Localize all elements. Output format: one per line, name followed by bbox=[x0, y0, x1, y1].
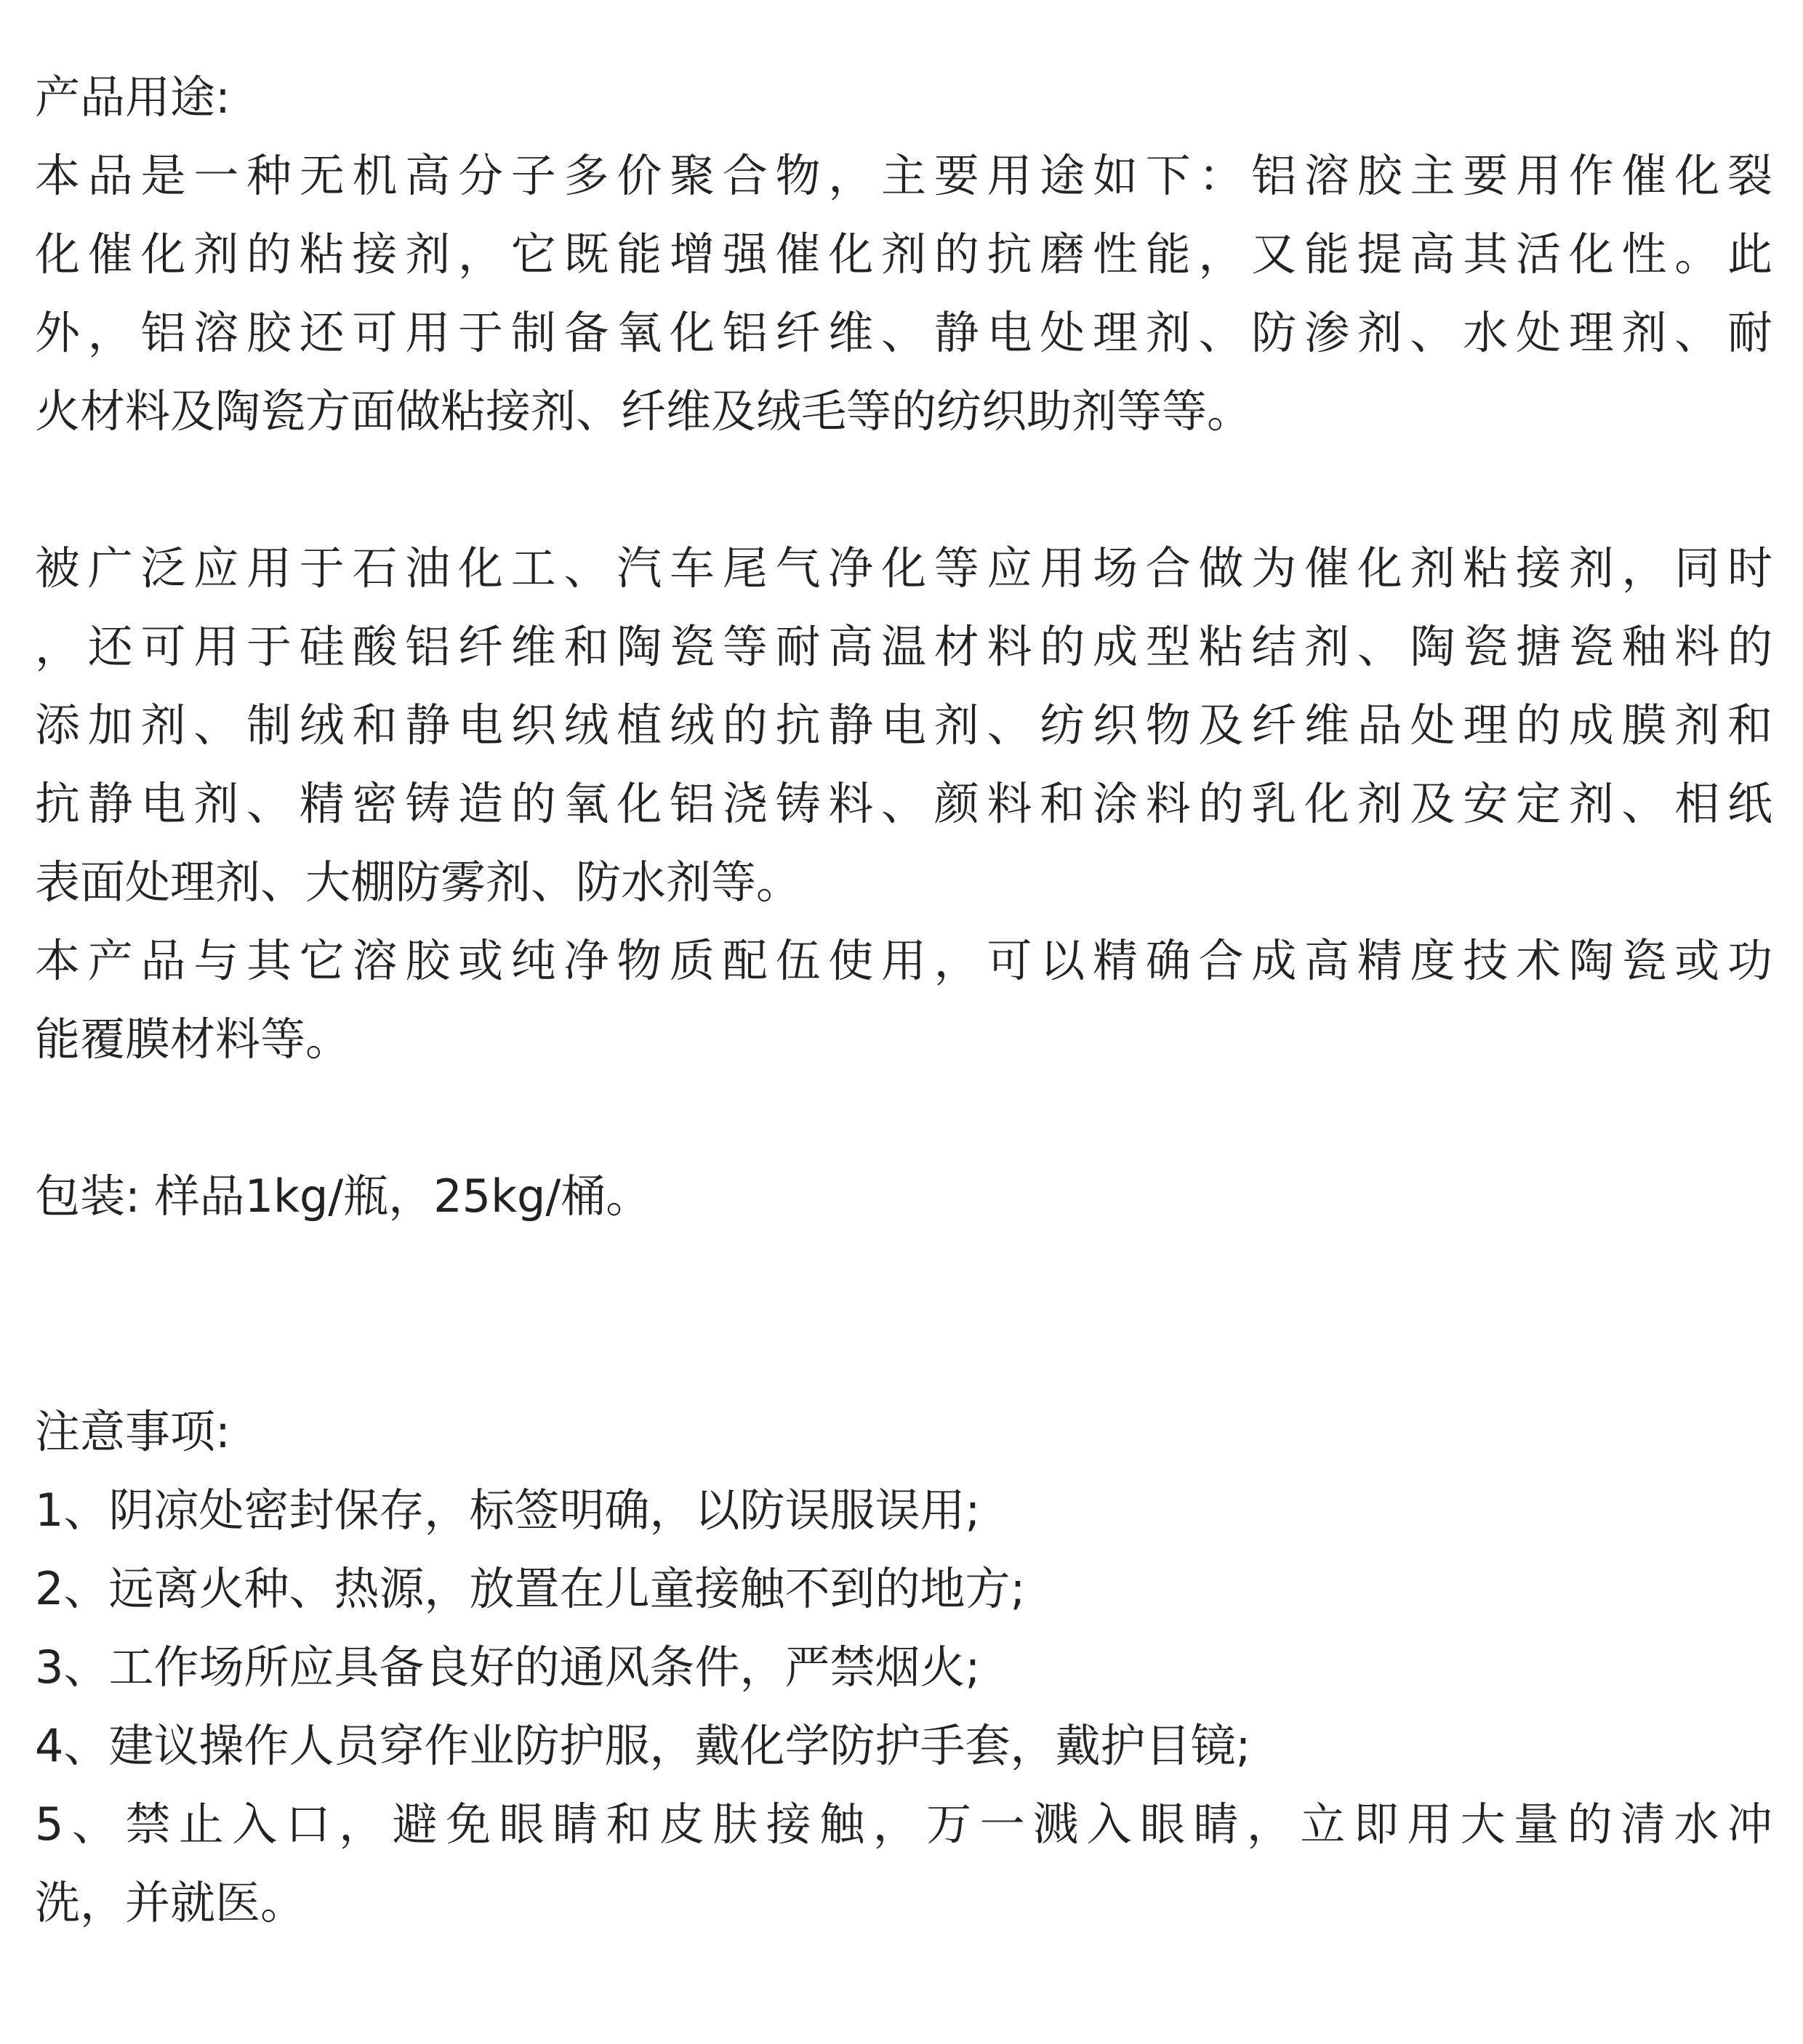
usage-para2-line: 表面处理剂、大棚防雾剂、防水剂等。 bbox=[35, 856, 802, 909]
usage-para1-line: 化催化剂的粘接剂，它既能增强催化剂的抗磨性能，又能提高其活化性。此 bbox=[35, 228, 1772, 281]
usage-para3-line: 本产品与其它溶胶或纯净物质配伍使用，可以精确合成高精度技术陶瓷或功 bbox=[35, 934, 1772, 987]
paragraph-gap bbox=[35, 451, 1772, 529]
precaution-item: 4、建议操作人员穿作业防护服，戴化学防护手套，戴护目镜; bbox=[35, 1719, 1251, 1772]
usage-para3-line: 能覆膜材料等。 bbox=[35, 1013, 351, 1066]
usage-para2-line: 添加剂、制绒和静电织绒植绒的抗静电剂、纺织物及纤维品处理的成膜剂和 bbox=[35, 699, 1772, 752]
packaging-text: 包装: 样品1kg/瓶，25kg/桶。 bbox=[35, 1170, 651, 1223]
paragraph-gap bbox=[35, 1079, 1772, 1157]
precaution-item: 洗，并就医。 bbox=[35, 1876, 306, 1929]
usage-para1-line: 本品是一种无机高分子多价聚合物，主要用途如下：铝溶胶主要用作催化裂 bbox=[35, 149, 1772, 202]
document-body bbox=[35, 58, 1772, 1942]
usage-para1-line: 外，铝溶胶还可用于制备氧化铝纤维、静电处理剂、防渗剂、水处理剂、耐 bbox=[35, 306, 1772, 359]
precaution-item: 3、工作场所应具备良好的通风条件，严禁烟火; bbox=[35, 1641, 981, 1694]
precaution-item: 1、阴凉处密封保存，标签明确，以防误服误用; bbox=[35, 1484, 981, 1537]
usage-para1-line: 火材料及陶瓷方面做粘接剂、纤维及绒毛等的纺织助剂等等。 bbox=[35, 385, 1253, 438]
precautions-title: 注意事项: bbox=[35, 1405, 230, 1458]
precaution-item: 5、禁止入口，避免眼睛和皮肤接触，万一溅入眼睛，立即用大量的清水冲 bbox=[35, 1798, 1772, 1851]
precaution-item: 2、远离火种、热源，放置在儿童接触不到的地方; bbox=[35, 1562, 1026, 1615]
usage-para2-line: 被广泛应用于石油化工、汽车尾气净化等应用场合做为催化剂粘接剂，同时 bbox=[35, 542, 1772, 595]
usage-para2-line: ，还可用于硅酸铝纤维和陶瓷等耐高温材料的成型粘结剂、陶瓷搪瓷釉料的 bbox=[35, 620, 1772, 673]
usage-para2-line: 抗静电剂、精密铸造的氧化铝浇铸料、颜料和涂料的乳化剂及安定剂、相纸 bbox=[35, 777, 1772, 830]
usage-title: 产品用途: bbox=[35, 71, 230, 124]
section-gap bbox=[35, 1236, 1772, 1393]
